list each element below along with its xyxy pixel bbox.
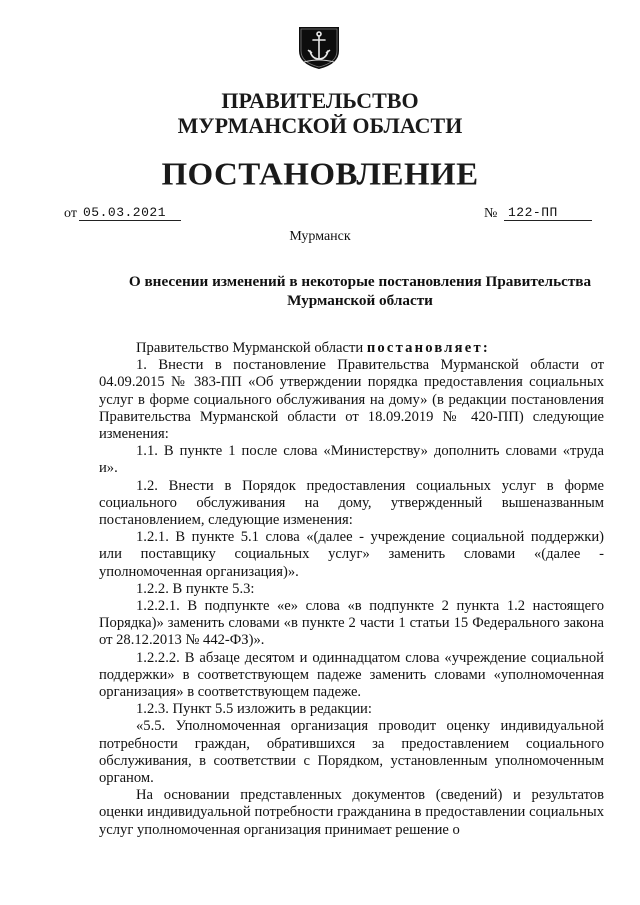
government-name (0, 88, 640, 138)
date-value: 05.03.2021 (79, 205, 181, 221)
intro-paragraph (99, 340, 604, 357)
body-paragraph: «5.5. Уполномоченная организация проводит оценку индивидуальной потребности граждан, обратившихся за предоставлением социального обслуживания, в соответствии с Порядком, установленным уполномоченным органом. (99, 718, 604, 787)
body-paragraph: 1.2.1. В пункте 5.1 слова «(далее - учреждение социальной поддержки) или поставщику социальных услуг» заменить словами «(далее - уполномоченная организация)». (99, 529, 604, 580)
government-name-line1: ПРАВИТЕЛЬСТВО (221, 88, 419, 113)
document-body (99, 340, 604, 839)
document-type-title: ПОСТАНОВЛЕНИЕ (161, 157, 479, 193)
body-paragraph: 1.2.3. Пункт 5.5 изложить в редакции: (136, 701, 372, 718)
number-value: 122-ПП (504, 205, 592, 221)
government-name-line2: МУРМАНСКОЙ ОБЛАСТИ (177, 113, 463, 138)
coat-of-arms-icon (298, 24, 340, 70)
subject-line1: О внесении изменений в некоторые постановления Правительства (128, 273, 592, 290)
date-number-line (64, 206, 600, 226)
date-label: от (64, 206, 77, 221)
body-paragraph: 1.2.2. В пункте 5.3: (136, 580, 255, 597)
body-paragraph: 1.2.2.1. В подпункте «е» слова «в подпункте 2 пункта 1.2 настоящего Порядка)» заменить словами «в пункте 2 части 1 статьи 15 Федерального закона от 28.12.2013 № 442-ФЗ)». (99, 598, 604, 649)
body-paragraph: 1.2.2.2. В абзаце десятом и одиннадцатом слова «учреждение социальной поддержки» в соответствующем падеже заменить словами «уполномоченная организация» в соответствующем падеже. (99, 649, 604, 701)
intro-emphasis: постановляет: (366, 340, 490, 356)
city-name: Мурманск (289, 229, 351, 244)
intro-text: Правительство Мурманской области (136, 340, 367, 356)
body-paragraph: 1.2. Внести в Порядок предоставления социальных услуг в форме социального обслуживания на дому, утвержденный вышеназванным постановлением, следующие изменения: (99, 477, 604, 529)
subject-line2: Мурманской области (287, 292, 433, 309)
body-paragraph: 1. Внести в постановление Правительства Мурманской области от 04.09.2015 № 383-ПП «Об утверждении порядка предоставления социальных услуг в форме социального обслуживания на дому» (в редакции постановления Правительства Мурманской области от 18.09.2019 № 420-ПП) следующие изменения: (99, 357, 604, 443)
number-label: № (484, 206, 498, 221)
body-paragraph: На основании представленных документов (сведений) и результатов оценки индивидуальной потребности гражданина в предоставлении социальных услуг уполномоченная организация принимает решение о (99, 787, 604, 838)
body-paragraph: 1.1. В пункте 1 после слова «Министерству» дополнить словами «труда и». (99, 443, 604, 477)
document-subject (120, 272, 600, 310)
